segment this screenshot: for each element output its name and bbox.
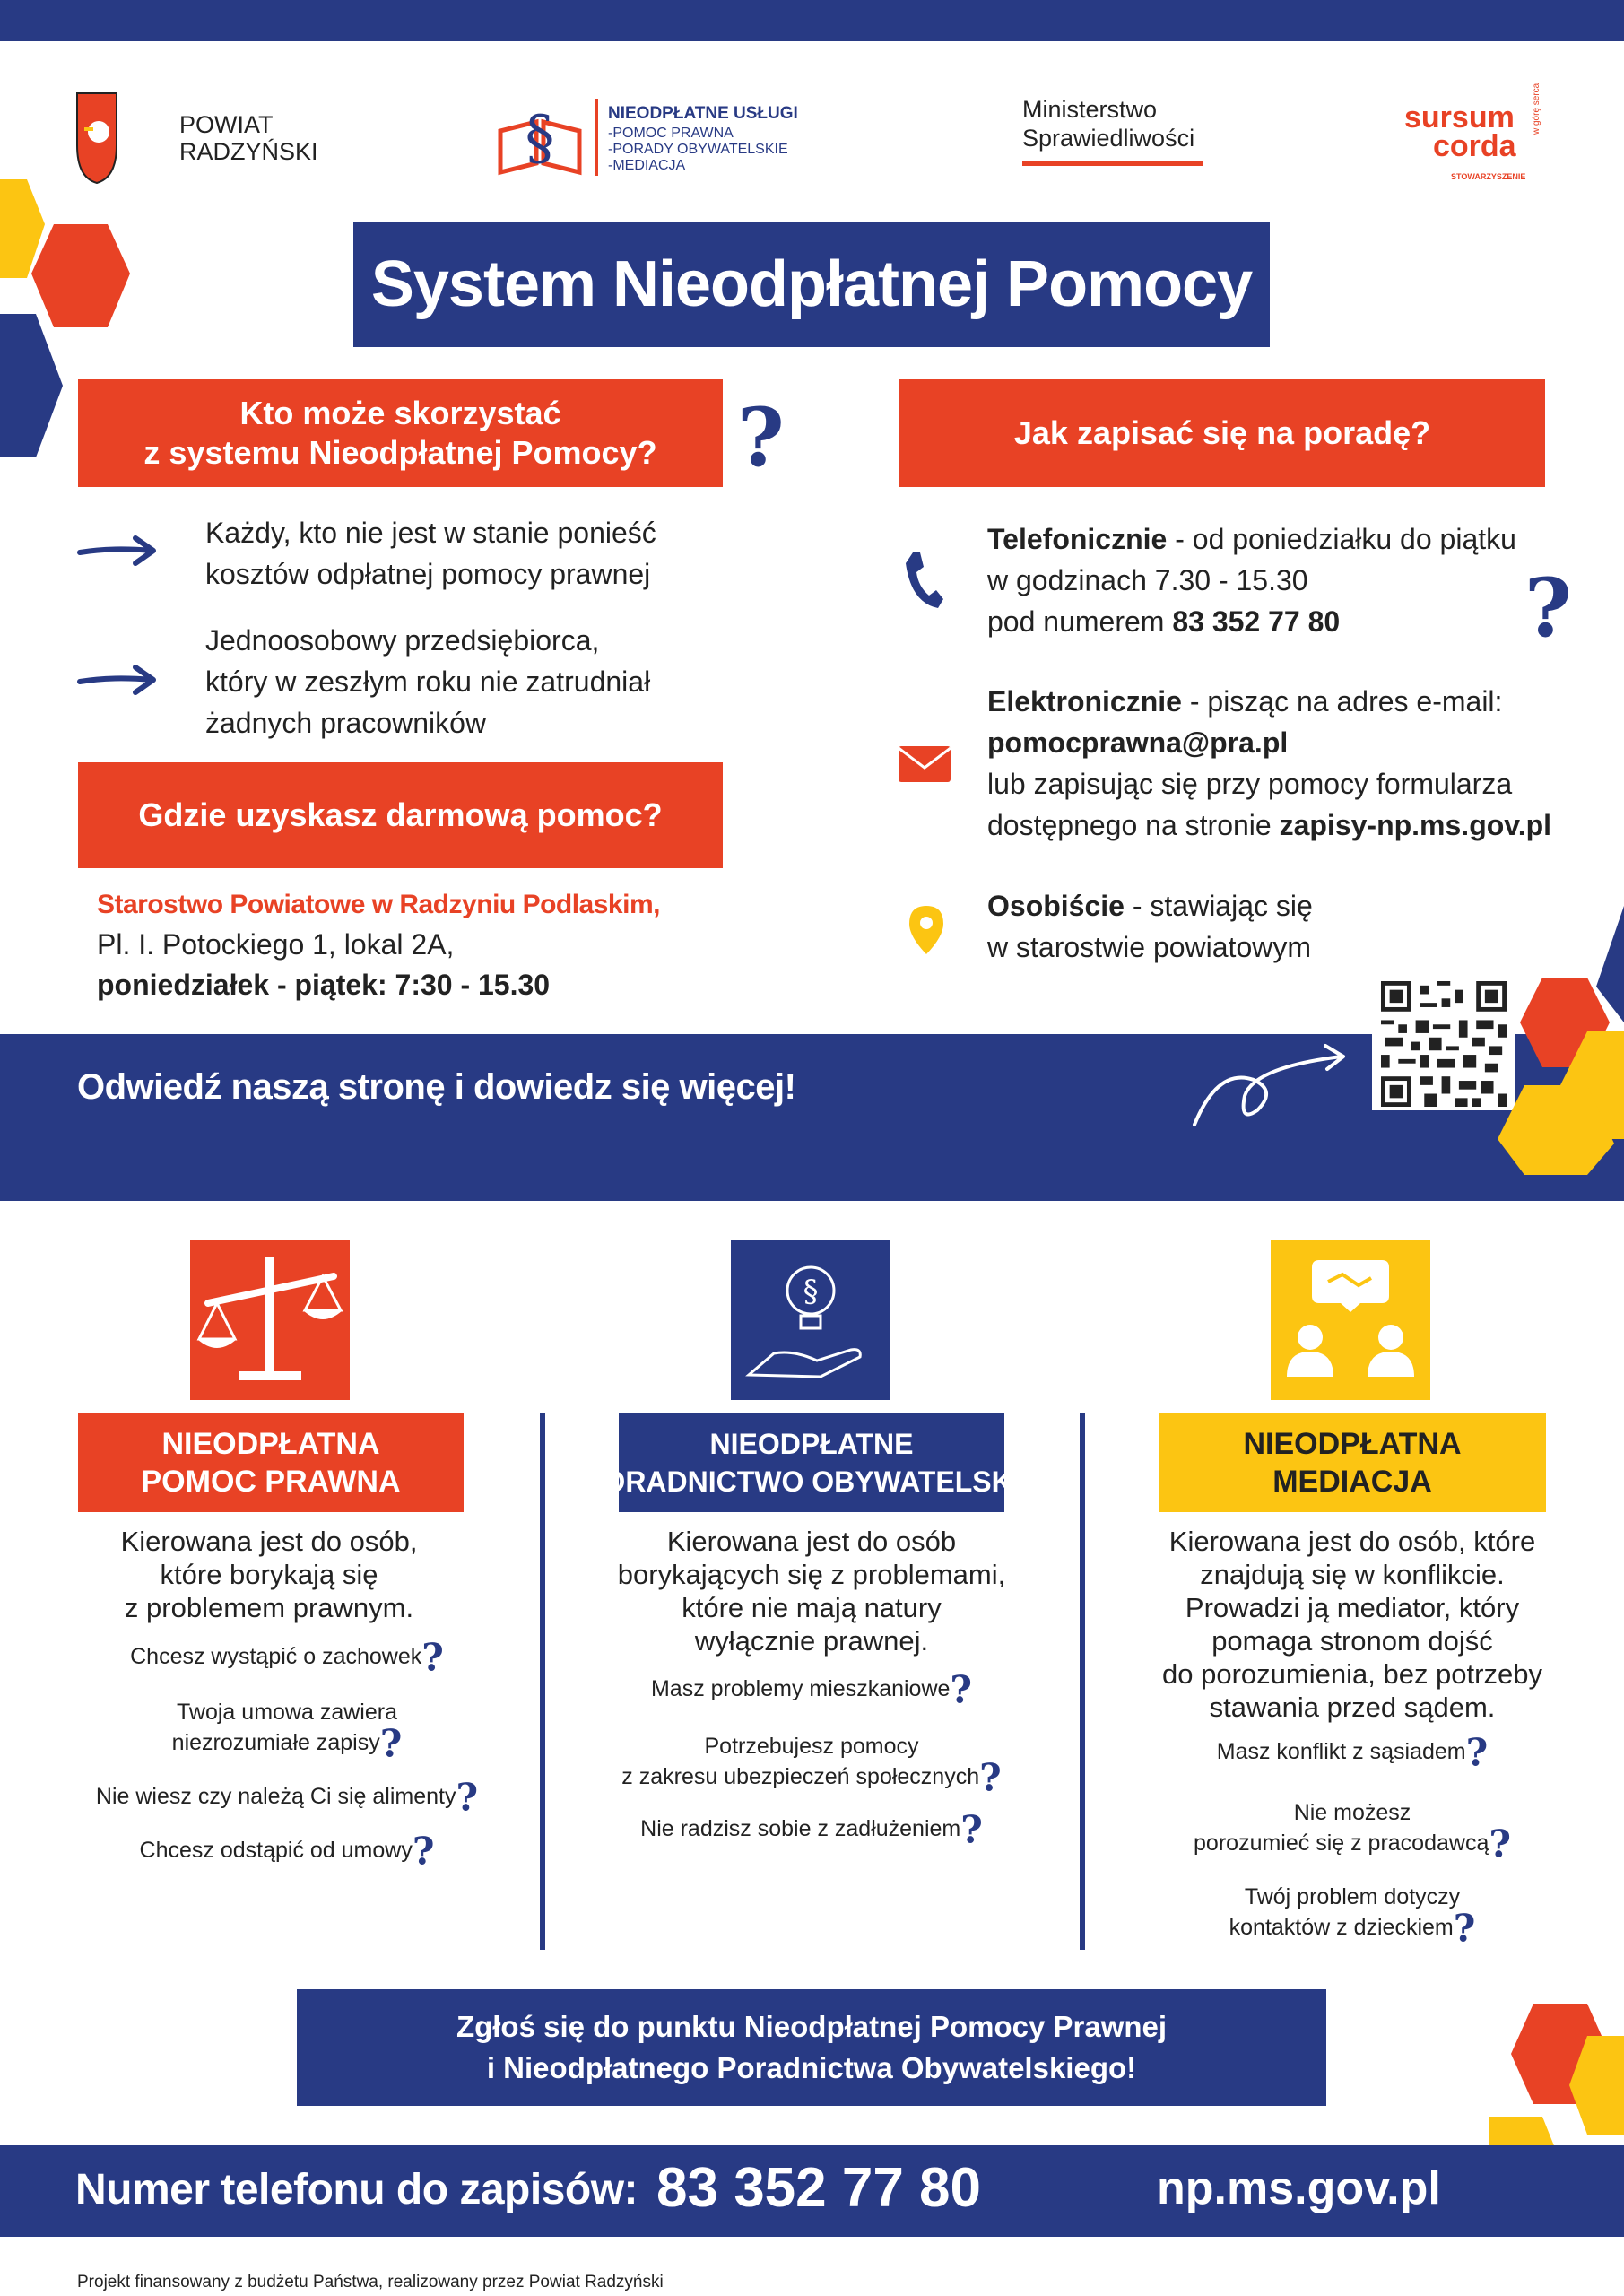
how-personal-text: - stawiając się — [1124, 890, 1313, 922]
who-item-2-line3: żadnych pracowników — [205, 707, 487, 739]
column-divider — [1080, 1413, 1085, 1950]
mediation-question — [1119, 1797, 1585, 1866]
question-mark-icon: ? — [412, 1829, 435, 1874]
qr-code-icon — [1381, 981, 1507, 1107]
question-text: Masz problemy mieszkaniowe — [650, 1676, 951, 1701]
divider — [595, 99, 598, 176]
column-divider — [540, 1413, 545, 1950]
cta-banner — [297, 1989, 1326, 2106]
question-text: z zakresu ubezpieczeń społecznych — [621, 1764, 980, 1789]
how-phone-text: pod numerem — [987, 605, 1173, 638]
question-text: Potrzebujesz pomocy — [704, 1734, 919, 1759]
service-desc-line: z problemem prawnym. — [124, 1592, 414, 1623]
service-desc-line: Prowadzi ją mediator, który — [1185, 1592, 1520, 1623]
svg-text:§: § — [803, 1274, 819, 1309]
service-desc-line: wyłącznie prawnej. — [694, 1625, 929, 1657]
how-email-text: dostępnego na stronie — [987, 809, 1280, 841]
where-hours: poniedziałek - piątek: 7:30 - 15.30 — [97, 969, 551, 1001]
service-title-line1: NIEODPŁATNA — [161, 1427, 380, 1461]
how-header-text: Jak zapisać się na poradę? — [1013, 414, 1431, 451]
coat-of-arms-icon — [75, 91, 118, 185]
who-item-2-line1: Jednoosobowy przedsiębiorca, — [205, 624, 600, 657]
question-text: Twój problem dotyczy — [1244, 1884, 1461, 1909]
legal-aid-question — [54, 1697, 520, 1766]
service-title-line2: PORADNICTWO OBYWATELSKIE — [584, 1465, 1039, 1498]
question-text: Twoja umowa zawiera — [177, 1700, 397, 1725]
question-text: Chcesz wystąpić o zachowek — [130, 1644, 422, 1669]
question-text: Masz konflikt z sąsiadem — [1216, 1739, 1466, 1764]
who-header — [78, 379, 723, 487]
civic-advice-question — [578, 1731, 1045, 1800]
question-mark-icon: ? — [379, 1721, 403, 1766]
nieodplatne-logo-line: -POMOC PRAWNA — [608, 126, 734, 141]
nieodplatne-logo-line: -MEDIACJA — [608, 158, 686, 173]
who-item-1-line1: Każdy, kto nie jest w stanie ponieść — [205, 517, 656, 549]
people-handshake-icon-box — [1271, 1240, 1430, 1400]
arrow-right-icon — [76, 533, 159, 569]
where-details — [97, 884, 660, 1005]
ministerstwo-flag-line — [1022, 161, 1203, 166]
powiat-name-line2: RADZYŃSKI — [179, 138, 318, 165]
who-item-2 — [205, 620, 650, 744]
ministerstwo-logo — [1022, 95, 1211, 176]
how-email-line1 — [987, 681, 1551, 722]
question-text: niezrozumiałe zapisy — [171, 1730, 380, 1755]
arrow-right-icon — [76, 662, 159, 698]
footer-funding-note: Projekt finansowany z budżetu Państwa, realizowany przez Powiat Radzyński — [77, 2273, 664, 2292]
nieodplatne-uslugi-logo — [495, 95, 827, 185]
mediation-question — [1119, 1730, 1585, 1775]
how-email-bold: Elektronicznie — [987, 685, 1182, 718]
how-email-site: zapisy-np.ms.gov.pl — [1279, 809, 1552, 841]
who-item-2-line2: który w zeszłym roku nie zatrudniał — [205, 665, 651, 698]
how-phone — [987, 518, 1516, 642]
lightbulb-hand-icon-box — [731, 1240, 890, 1400]
paragraph-book-icon — [495, 95, 585, 181]
nieodplatne-logo-title: NIEODPŁATNE USŁUGI — [608, 104, 798, 123]
page-title-text: System Nieodpłatnej Pomocy — [370, 248, 1253, 320]
top-bar — [0, 0, 1624, 41]
civic-advice-question — [578, 1667, 1045, 1712]
question-mark-icon: ? — [1489, 1822, 1511, 1866]
swirl-arrow-icon — [1191, 1040, 1352, 1130]
nieodplatne-logo-line: -PORADY OBYWATELSKIE — [608, 142, 788, 157]
sursum-corda-logo — [1399, 83, 1560, 188]
where-header-text: Gdzie uzyskasz darmową pomoc? — [138, 796, 663, 833]
people-handshake-icon — [1271, 1240, 1430, 1400]
sursum-subtitle: STOWARZYSZENIE — [1451, 172, 1526, 181]
how-phone-line3 — [987, 601, 1516, 642]
how-personal-bold: Osobiście — [987, 890, 1125, 922]
how-personal-line1 — [987, 885, 1313, 926]
how-personal — [987, 885, 1313, 968]
legal-aid-question — [54, 1775, 520, 1820]
service-desc-line: Kierowana jest do osób, — [120, 1526, 418, 1557]
service-desc-line: do porozumienia, bez potrzeby — [1162, 1658, 1542, 1690]
service-desc-mediation — [1119, 1525, 1585, 1724]
cta-line2: i Nieodpłatnego Poradnictwa Obywatelskiego! — [486, 2051, 1137, 2084]
question-text: Nie możesz — [1293, 1800, 1411, 1825]
question-mark-icon: ? — [960, 1807, 983, 1852]
sursum-side-text: w górę serca — [1532, 83, 1541, 135]
mediation-question — [1119, 1882, 1585, 1951]
ministerstwo-line1: Ministerstwo — [1022, 96, 1158, 123]
service-title-line1: NIEODPŁATNA — [1243, 1427, 1462, 1461]
where-place: Starostwo Powiatowe w Radzyniu Podlaskim, — [97, 890, 660, 919]
sursum-line1: sursum — [1404, 100, 1515, 135]
service-desc-line: pomaga stronom dojść — [1211, 1625, 1493, 1657]
decor-hexagons-bottom-right — [1489, 1991, 1624, 2170]
scales-icon — [190, 1240, 350, 1400]
where-address: Pl. I. Potockiego 1, lokal 2A, — [97, 928, 455, 961]
question-text: kontaktów z dzieckiem — [1229, 1915, 1454, 1940]
question-mark-icon: ? — [950, 1667, 973, 1712]
scales-icon-box — [190, 1240, 350, 1400]
how-phone-bold: Telefonicznie — [987, 523, 1168, 555]
qr-code[interactable] — [1372, 978, 1515, 1110]
service-desc-civic-advice — [578, 1525, 1045, 1657]
question-mark-icon: ? — [421, 1635, 444, 1680]
service-header-legal-aid — [78, 1413, 464, 1512]
how-email-line3: lub zapisując się przy pomocy formularza — [987, 768, 1513, 800]
service-desc-line: stawania przed sądem. — [1209, 1692, 1496, 1723]
service-desc-line: które borykają się — [160, 1559, 378, 1590]
question-mark-icon: ? — [1524, 561, 1572, 656]
service-title-line2: MEDIACJA — [1272, 1465, 1432, 1499]
how-phone-line2: w godzinach 7.30 - 15.30 — [987, 564, 1308, 596]
service-header-civic-advice — [584, 1413, 1039, 1512]
service-desc-line: borykających się z problemami, — [617, 1559, 1006, 1590]
who-header-line2: z systemu Nieodpłatnej Pomocy? — [143, 434, 657, 471]
question-text: Nie wiesz czy należą Ci się alimenty — [95, 1784, 456, 1809]
question-mark-icon: ? — [737, 390, 785, 485]
who-item-1 — [205, 512, 656, 595]
question-mark-icon: ? — [1453, 1906, 1476, 1951]
how-email — [987, 681, 1551, 846]
service-desc-line: które nie mają natury — [682, 1592, 942, 1623]
lightbulb-hand-icon — [731, 1240, 890, 1400]
footer-phone-label: Numer telefonu do zapisów: — [75, 2166, 638, 2213]
legal-aid-question — [54, 1829, 520, 1874]
how-header — [899, 379, 1545, 487]
powiat-name-line1: POWIAT — [179, 111, 274, 138]
location-pin-icon — [908, 904, 945, 956]
question-text: porozumieć się z pracodawcą — [1194, 1831, 1489, 1856]
footer-phone-number[interactable]: 83 352 77 80 — [656, 2157, 982, 2219]
service-title-line2: POMOC PRAWNA — [141, 1465, 401, 1499]
question-mark-icon: ? — [979, 1755, 1002, 1800]
footer-website[interactable]: np.ms.gov.pl — [1157, 2162, 1441, 2214]
question-text: Chcesz odstąpić od umowy — [139, 1838, 413, 1863]
phone-icon — [902, 549, 945, 612]
service-desc-line: Kierowana jest do osób — [666, 1526, 957, 1557]
service-desc-line: Kierowana jest do osób, które — [1168, 1526, 1536, 1557]
how-email-text: - pisząc na adres e-mail: — [1181, 685, 1503, 718]
powiat-logo — [75, 91, 344, 181]
svg-text:§: § — [525, 103, 555, 172]
how-email-address: pomocprawna@pra.pl — [987, 726, 1289, 759]
how-phone-line1 — [987, 518, 1516, 560]
where-header — [78, 762, 723, 868]
how-email-line4 — [987, 804, 1551, 846]
sursum-line2: corda — [1433, 129, 1516, 163]
how-phone-number: 83 352 77 80 — [1172, 605, 1341, 638]
civic-advice-question — [578, 1807, 1045, 1852]
ministerstwo-line2: Sprawiedliwości — [1022, 125, 1195, 152]
question-text: Nie radzisz sobie z zadłużeniem — [640, 1816, 961, 1841]
service-desc-line: znajdują się w konflikcie. — [1200, 1559, 1505, 1590]
how-personal-line2: w starostwie powiatowym — [987, 931, 1311, 963]
legal-aid-question — [54, 1635, 520, 1680]
envelope-icon — [897, 744, 952, 784]
service-title-line1: NIEODPŁATNE — [709, 1428, 914, 1460]
who-item-1-line2: kosztów odpłatnej pomocy prawnej — [205, 558, 651, 590]
question-mark-icon: ? — [1465, 1730, 1489, 1775]
visit-banner-text: Odwiedź naszą stronę i dowiedz się więcej! — [77, 1067, 796, 1107]
page-title — [353, 222, 1270, 347]
decor-hexagons-right — [1498, 906, 1624, 1184]
how-phone-text: - od poniedziałku do piątku — [1167, 523, 1516, 555]
service-desc-legal-aid — [54, 1525, 484, 1624]
question-mark-icon: ? — [456, 1775, 479, 1820]
who-header-line1: Kto może skorzystać — [239, 395, 561, 431]
service-header-mediation — [1159, 1413, 1546, 1512]
cta-line1: Zgłoś się do punktu Nieodpłatnej Pomocy Prawnej — [456, 2010, 1168, 2043]
